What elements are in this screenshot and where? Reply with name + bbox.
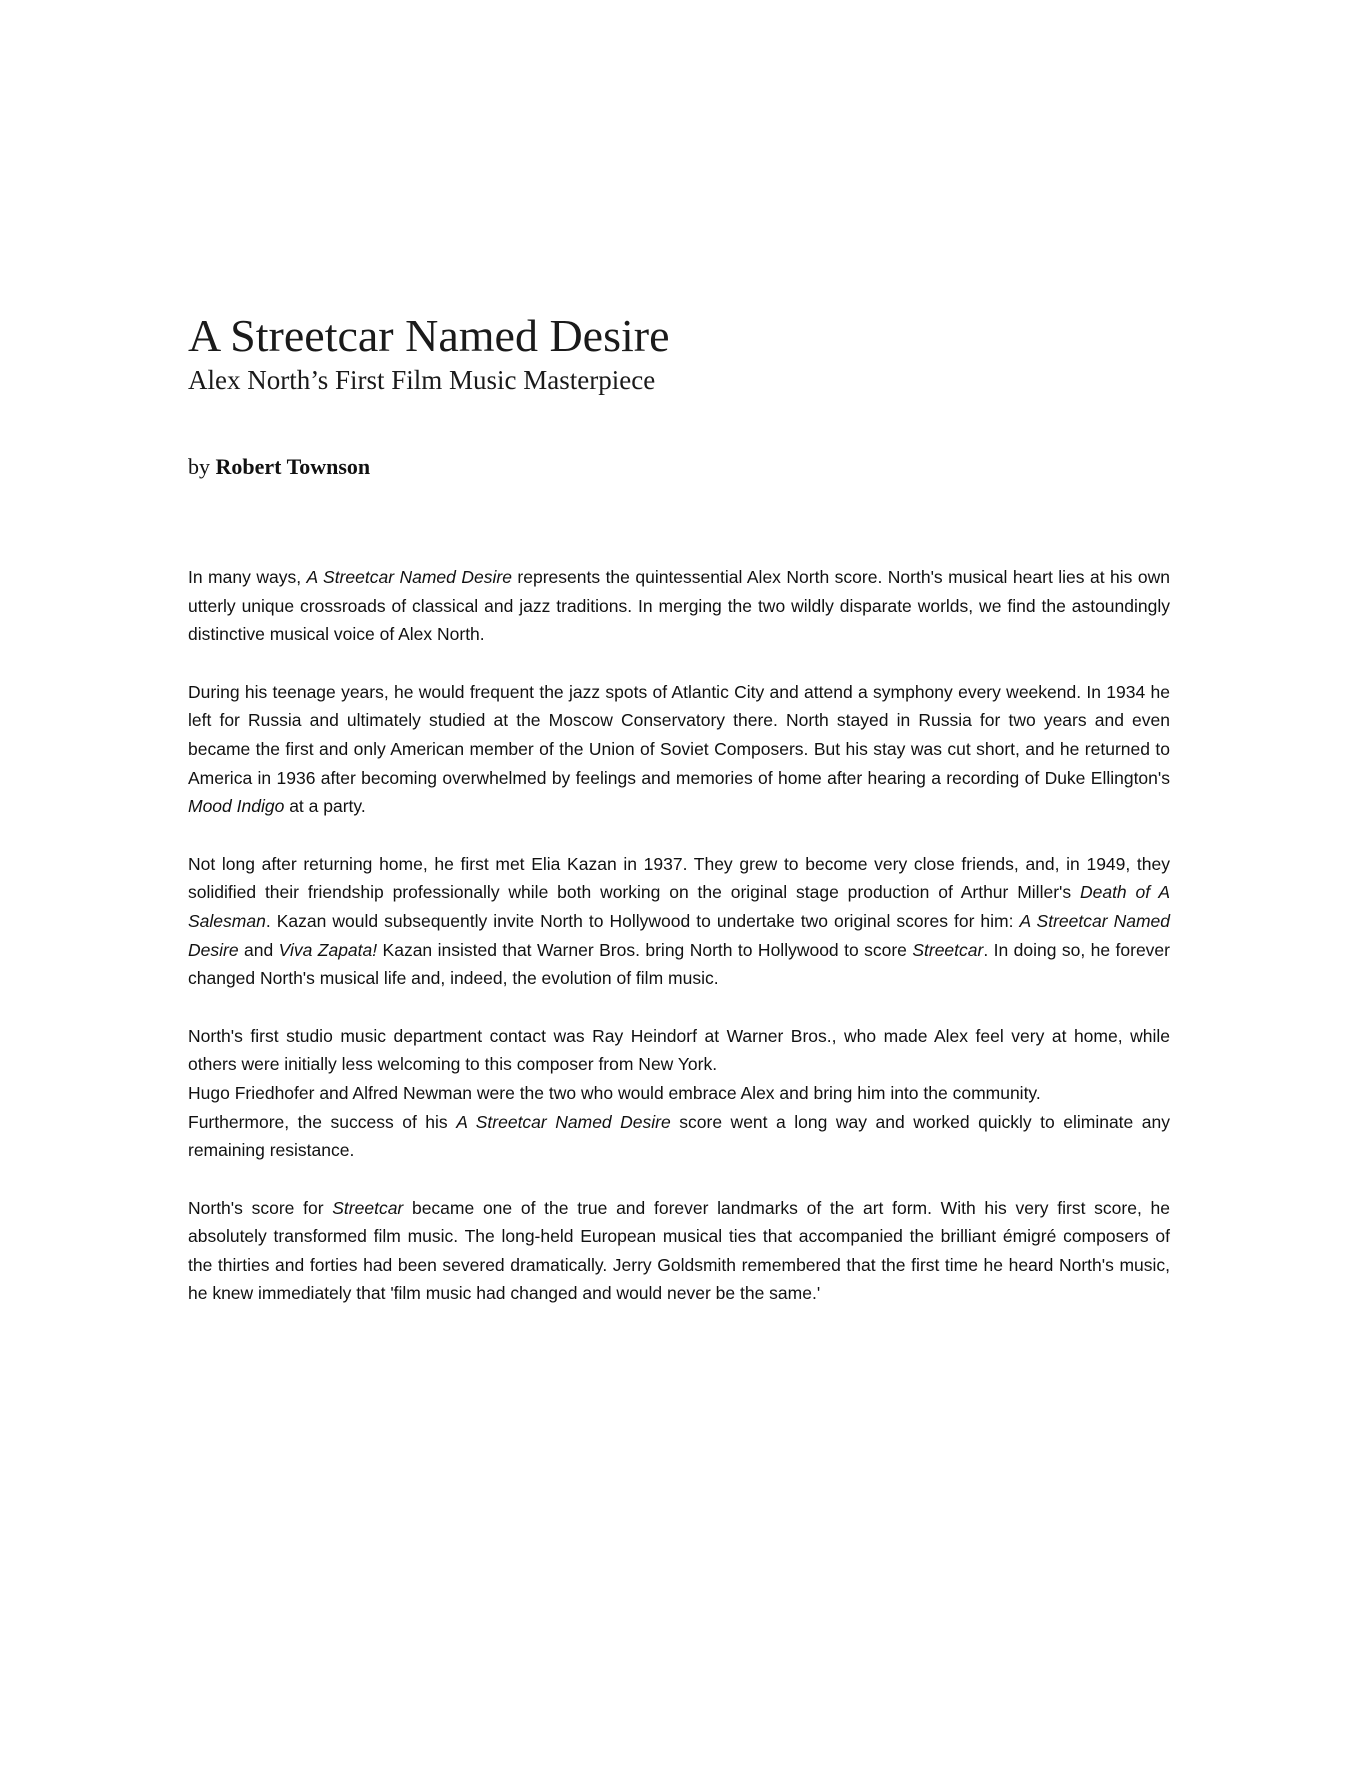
article-body (188, 563, 1170, 1308)
paragraph-text: North's first studio music department contact was Ray Heindorf at Warner Bros., who made Alex feel very at home, while others were initially less welcoming to this composer from New York. (188, 1025, 1170, 1075)
paragraph-text: Not long after returning home, he first met Elia Kazan in 1937. They grew to become very close friends, and, in 1949, they solidified their friendship professionally while both working on the original stage production of Arthur Miller's (188, 853, 1170, 903)
paragraph-text: Furthermore, the success of his (188, 1111, 457, 1132)
paragraph-text: score went a long way and worked quickly to eliminate any remaining resistance. (188, 1111, 1170, 1161)
italic-title-text: A Streetcar Named Desire (306, 567, 512, 587)
paragraph-text: Kazan insisted that Warner Bros. bring North to Hollywood to score (377, 939, 913, 960)
paragraph-text: and (238, 939, 279, 960)
paragraph-text: . In doing so, he forever changed North's musical life and, indeed, the evolution of film music. (188, 939, 1170, 989)
paragraph-text: North's score for (188, 1197, 333, 1218)
paragraph-heindorf (188, 1022, 1170, 1079)
italic-title-text: Mood Indigo (188, 796, 285, 817)
paragraph-text: . Kazan would subsequently invite North to Hollywood to undertake two original scores for him: (265, 910, 1020, 931)
author-name: Robert Townson (215, 454, 371, 479)
paragraph-teenage-years (188, 678, 1170, 821)
byline-prefix: by (188, 454, 210, 479)
paragraph-text: represents the quintessential Alex North score. North's musical heart lies at his own utterly unique crossroads of classical and jazz traditions. In merging the two wildly disparate worlds, we find the astoundingly distinctive musical voice of Alex North. (188, 567, 1170, 645)
italic-title-text: Viva Zapata! (278, 939, 378, 960)
paragraph-landmark (188, 1194, 1170, 1308)
paragraph-text: Hugo Friedhofer and Alfred Newman were the two who would embrace Alex and bring him into the community. (188, 1082, 1041, 1103)
paragraph-text: During his teenage years, he would frequent the jazz spots of Atlantic City and attend a symphony every weekend. In 1934 he left for Russia and ultimately studied at the Moscow Conservatory there. North stayed in Russia for two years and even became the first and only American member of the Union of Soviet Composers. But his stay was cut short, and he returned to America in 1936 after becoming overwhelmed by feelings and memories of home after hearing a recording of Duke Ellington's (188, 681, 1170, 788)
paragraph-text: at a party. (284, 796, 366, 817)
italic-title-text: A Streetcar Named Desire (456, 1111, 671, 1132)
paragraph-intro (188, 563, 1170, 649)
paragraph-kazan (188, 850, 1170, 993)
paragraph-text: In many ways, (188, 567, 307, 587)
article-subtitle: Alex North’s First Film Music Masterpiece (188, 365, 656, 395)
italic-title-text: A Streetcar Named Desire (188, 910, 1170, 960)
paragraph-friedhofer-newman (188, 1079, 1170, 1108)
byline (188, 452, 370, 482)
italic-title-text: Streetcar (912, 939, 984, 960)
paragraph-text: became one of the true and forever landmarks of the art form. With his very first score, he absolutely transformed film music. The long-held European musical ties that accompanied the brilliant émigré composers of the thirties and forties had been severed dramatically. Jerry Goldsmith remembered that the first time he heard North's music, he knew immediately that 'film music had changed and would never be the same.' (188, 1197, 1170, 1304)
italic-title-text: Death of A Salesman (188, 882, 1170, 931)
italic-title-text: Streetcar (332, 1197, 404, 1218)
article-title: A Streetcar Named Desire (188, 310, 670, 361)
paragraph-success (188, 1108, 1170, 1165)
